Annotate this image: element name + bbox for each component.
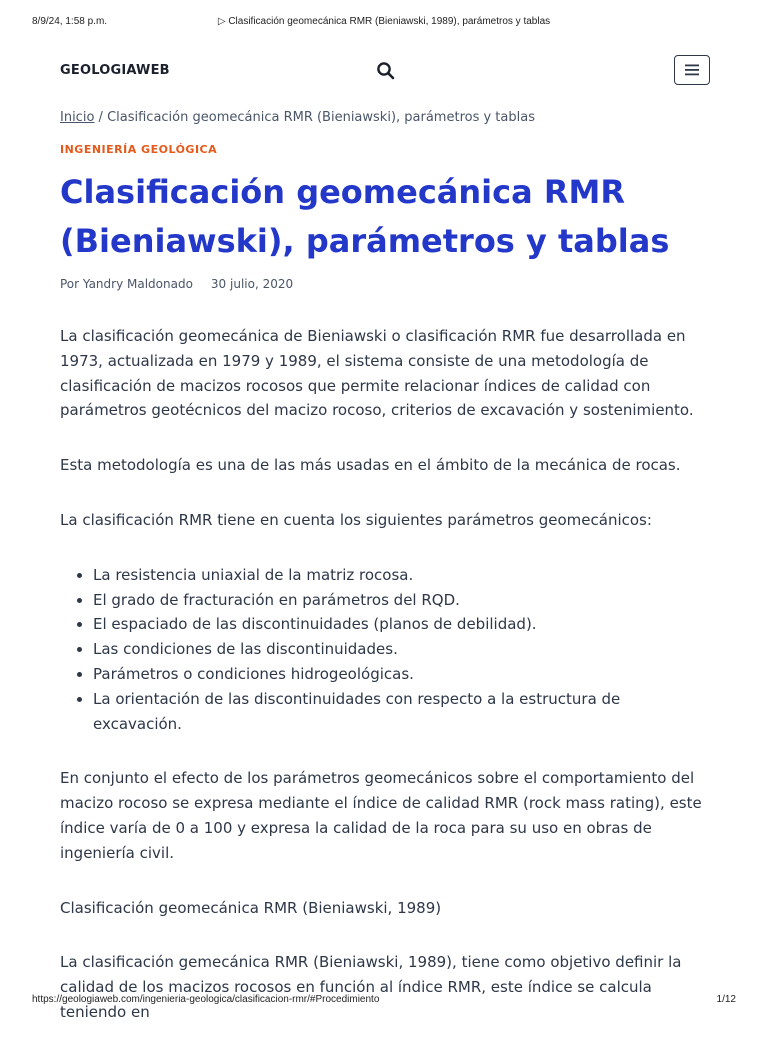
site-logo[interactable]: GEOLOGIAWEB <box>60 63 170 78</box>
article-title: Clasificación geomecánica RMR (Bieniawski), parámetros y tablas <box>60 173 670 260</box>
list-item: • La orientación de las discontinuidades con respecto a la estructura de excavación. <box>93 687 712 737</box>
list-item: • El espaciado de las discontinuidades (planos de debilidad). <box>93 612 712 637</box>
list-item: • Las condiciones de las discontinuidades. <box>93 637 712 662</box>
paragraph-usage: Esta metodología es una de las más usadas en el ámbito de la mecánica de rocas. <box>60 456 681 475</box>
category-label[interactable]: INGENIERÍA GEOLÓGICA <box>60 143 218 156</box>
site-header <box>60 54 710 88</box>
paragraph-intro: La clasificación geomecánica de Bieniawski o clasificación RMR fue desarrollada en 1973, actualizada en 1979 y 1989, el sistema consiste de una metodología de clasificación de macizos rocosos que permite relacionar índices de calidad con parámetros geotécnicos del macizo rocoso, criterios de excavación y sostenimiento. <box>60 327 694 420</box>
page-number: 1/12 <box>716 994 736 1005</box>
print-url: https://geologiaweb.com/ingenieria-geologica/clasificacion-rmr/#Procedimiento <box>32 994 380 1005</box>
hamburger-menu-icon <box>685 64 699 76</box>
print-doc-title: ▷ Clasificación geomecánica RMR (Bieniawski, 1989), parámetros y tablas <box>217 16 551 27</box>
list-item: • El grado de fracturación en parámetros del RQD. <box>93 588 712 613</box>
list-item: • La resistencia uniaxial de la matriz rocosa. <box>93 563 712 588</box>
list-item: • Parámetros o condiciones hidrogeológicas. <box>93 662 712 687</box>
print-header <box>0 16 768 30</box>
article-body <box>60 324 712 1055</box>
author[interactable]: Por Yandry Maldonado <box>60 277 193 291</box>
article-meta <box>60 277 293 291</box>
publish-date: 30 julio, 2020 <box>210 277 294 291</box>
search-icon[interactable] <box>376 61 396 81</box>
breadcrumb-separator: / <box>94 110 108 125</box>
print-datetime: 8/9/24, 1:58 p.m. <box>32 16 108 27</box>
paragraph-section-heading: Clasificación geomecánica RMR (Bieniawski, 1989) <box>60 898 442 917</box>
paragraph-rmr-objective: La clasificación gemecánica RMR (Bieniawski, 1989), tiene como objetivo definir la calidad de los macizos rocosos en función al índice RMR, este índice se calcula teniendo en <box>60 953 682 1021</box>
breadcrumb-current: Clasificación geomecánica RMR (Bieniawski), parámetros y tablas <box>107 110 535 125</box>
breadcrumb-home-link[interactable]: Inicio <box>60 110 95 125</box>
parameters-list <box>60 563 712 737</box>
print-footer <box>0 994 768 1008</box>
menu-button[interactable] <box>674 55 710 85</box>
paragraph-parameters-intro: La clasificación RMR tiene en cuenta los siguientes parámetros geomecánicos: <box>60 510 652 529</box>
breadcrumb <box>60 110 535 125</box>
paragraph-rmr-index: En conjunto el efecto de los parámetros geomecánicos sobre el comportamiento del macizo rocoso se expresa mediante el índice de calidad RMR (rock mass rating), este índice varía de 0 a 100 y expresa la calidad de la roca para su uso en obras de ingeniería civil. <box>60 769 702 862</box>
